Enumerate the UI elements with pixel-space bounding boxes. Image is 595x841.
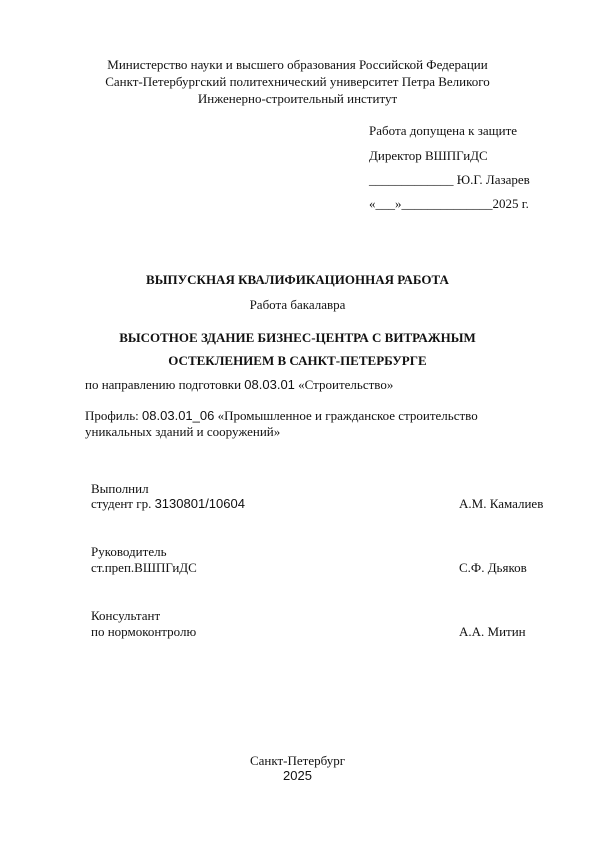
profile-code: 08.03.01_06 (142, 408, 215, 423)
direction-line (85, 377, 393, 392)
topic-line-2: ОСТЕКЛЕНИЕМ В САНКТ-ПЕТЕРБУРГЕ (168, 353, 427, 368)
work-type-title: ВЫПУСКНАЯ КВАЛИФИКАЦИОННАЯ РАБОТА (146, 272, 449, 287)
supervisor-name: С.Ф. Дьяков (459, 560, 527, 575)
ministry-line: Министерство науки и высшего образования Российской Федерации (107, 57, 488, 72)
direction-code: 08.03.01 (244, 377, 295, 392)
author-role (91, 496, 245, 511)
profile-prefix: Профиль: (85, 408, 143, 423)
topic-line-1: ВЫСОТНОЕ ЗДАНИЕ БИЗНЕС-ЦЕНТРА С ВИТРАЖНЫМ (119, 330, 476, 345)
degree-subtitle: Работа бакалавра (249, 297, 346, 312)
footer-year: 2025 (283, 768, 312, 783)
supervisor-role: ст.преп.ВШПГиДС (91, 560, 197, 575)
direction-name: «Строительство» (294, 377, 394, 392)
profile-line-2: уникальных зданий и сооружений» (85, 424, 281, 439)
supervisor-label: Руководитель (91, 544, 167, 559)
direction-prefix: по направлению подготовки (85, 377, 245, 392)
author-name: А.М. Камалиев (459, 496, 544, 511)
approval-date-line: «___»______________2025 г. (369, 196, 529, 211)
author-role-prefix: студент гр. (91, 496, 155, 511)
consultant-name: А.А. Митин (459, 624, 526, 639)
university-line: Санкт-Петербургский политехнический университет Петра Великого (105, 74, 490, 89)
consultant-role: по нормоконтролю (91, 624, 197, 639)
approval-director-signature: _____________ Ю.Г. Лазарев (369, 172, 530, 187)
profile-name-part1: «Промышленное и гражданское строительство (214, 408, 478, 423)
approval-director-title: Директор ВШПГиДС (369, 148, 488, 163)
profile-line-1 (85, 408, 478, 423)
institute-line: Инженерно-строительный институт (197, 91, 398, 106)
author-group: 3130801/10604 (154, 496, 245, 511)
consultant-label: Консультант (91, 608, 161, 623)
footer-city: Санкт-Петербург (249, 753, 346, 768)
author-label: Выполнил (91, 481, 149, 496)
approval-admitted: Работа допущена к защите (369, 123, 518, 138)
